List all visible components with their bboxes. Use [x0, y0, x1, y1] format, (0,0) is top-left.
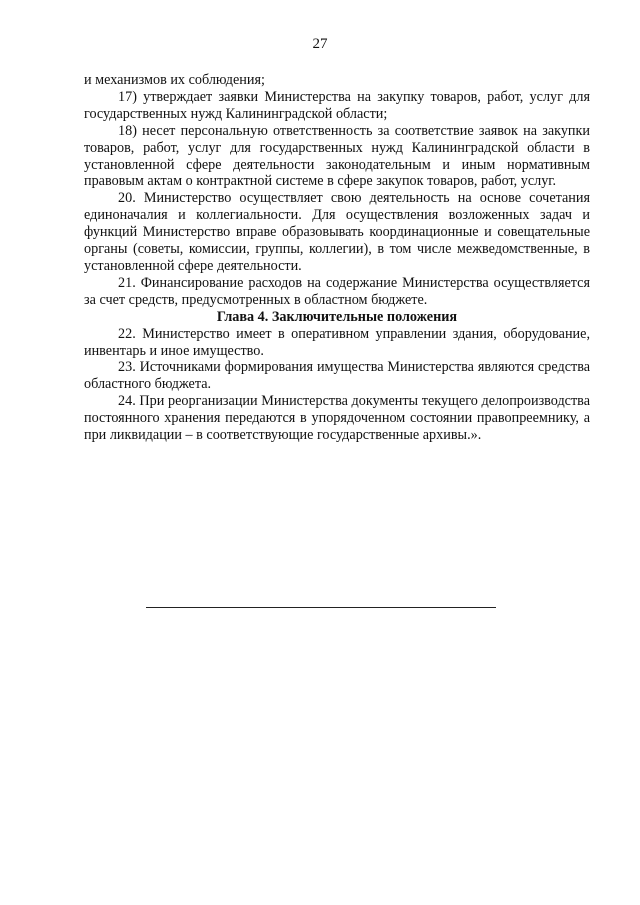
- paragraph-24: 24. При реорганизации Министерства документы текущего делопроизводства постоянного хранения передаются в упорядоченном состоянии правопреемнику, а при ликвидации – в соответствующие государственные архивы.».: [84, 393, 590, 444]
- chapter-heading: Глава 4. Заключительные положения: [216, 308, 458, 325]
- paragraph-continuation: и механизмов их соблюдения;: [84, 72, 265, 88]
- paragraph-23: 23. Источниками формирования имущества Министерства являются средства областного бюджета.: [84, 359, 590, 393]
- paragraph-18: 18) несет персональную ответственность за соответствие заявок на закупки товаров, работ, услуг для государственных нужд Калининградской области в установленной сфере деятельности законодательным и иным нормативным правовым актам о контрактной системе в сфере закупок товаров, работ, услуг.: [84, 122, 590, 190]
- document-body: [84, 72, 590, 444]
- closing-rule: [146, 607, 496, 608]
- paragraph-17: 17) утверждает заявки Министерства на закупку товаров, работ, услуг для государственных нужд Калининградской области;: [84, 88, 590, 122]
- page-number: 27: [312, 36, 328, 52]
- paragraph-20: 20. Министерство осуществляет свою деятельность на основе сочетания единоначалия и коллегиальности. Для осуществления возложенных задач и функций Министерство вправе образовывать координационные и совещательные органы (советы, комиссии, группы, коллегии), в том числе межведомственные, в установленной сфере деятельности.: [84, 190, 590, 274]
- paragraph-21: 21. Финансирование расходов на содержание Министерства осуществляется за счет средств, предусмотренных в областном бюджете.: [84, 274, 590, 308]
- paragraph-22: 22. Министерство имеет в оперативном управлении здания, оборудование, инвентарь и иное имущество.: [84, 325, 590, 359]
